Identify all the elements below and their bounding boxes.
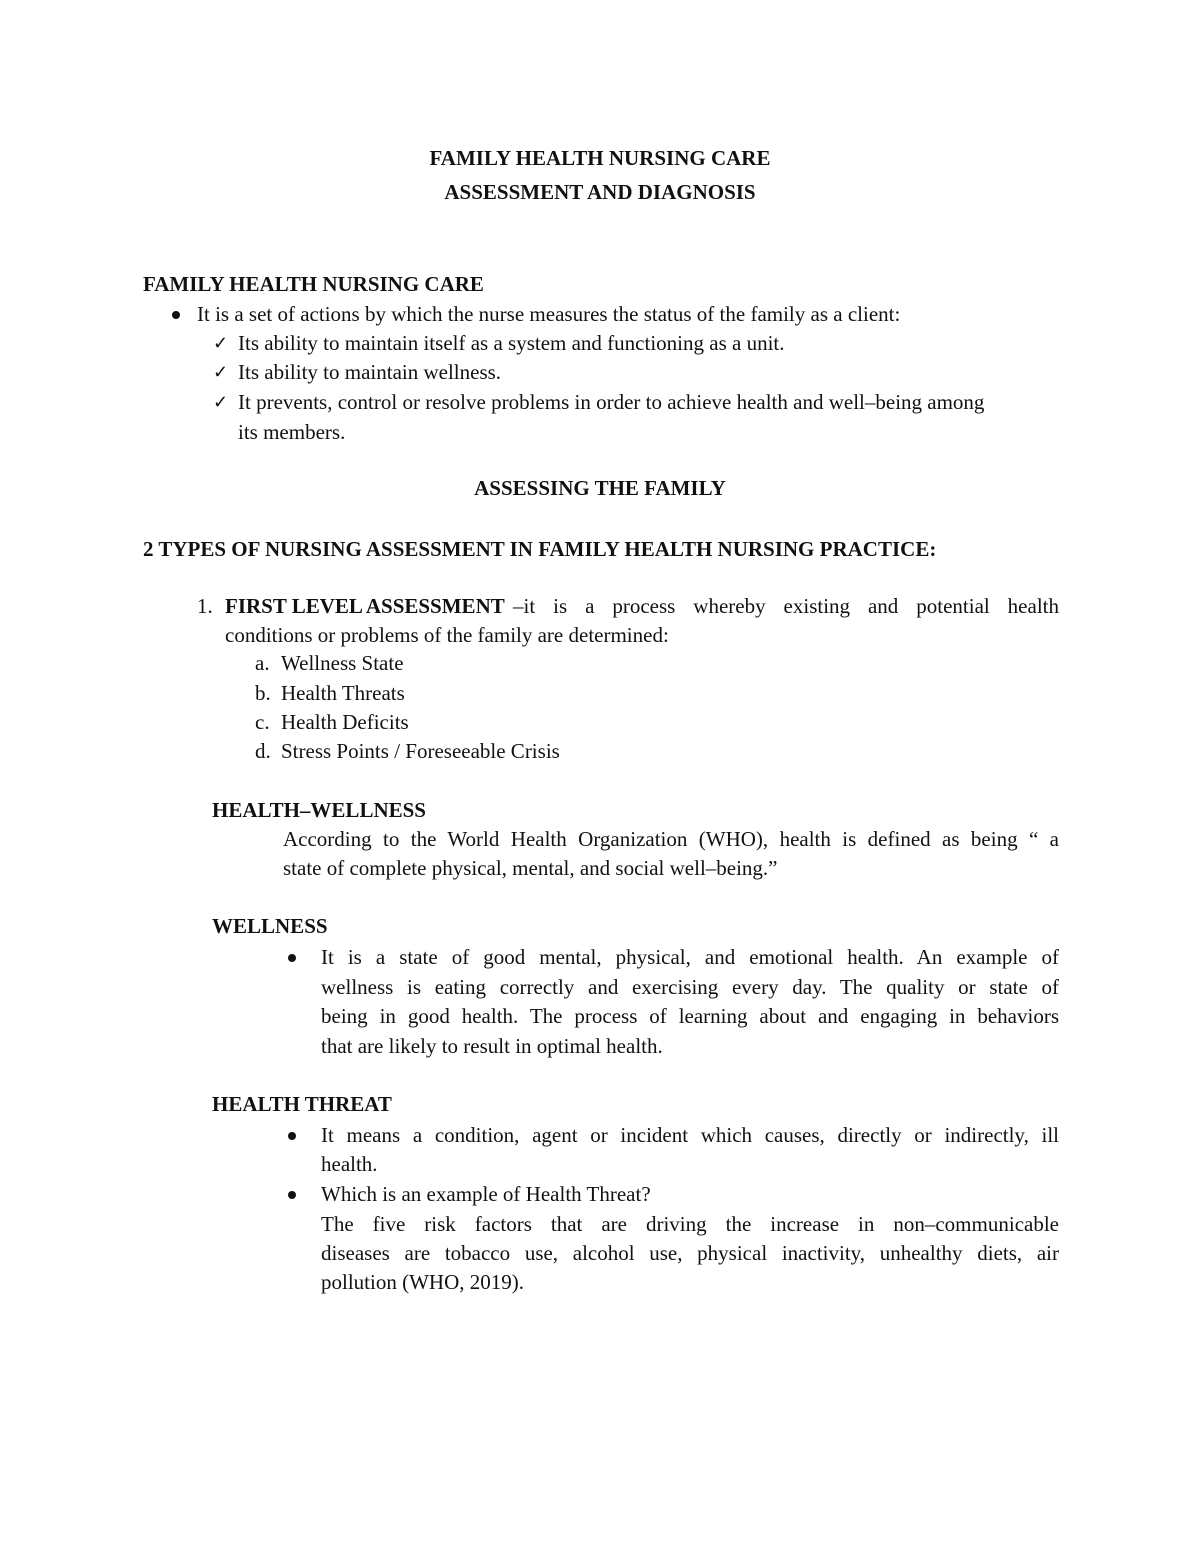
checkmark-icon: ✓ bbox=[213, 362, 229, 382]
first-level-assessment-definition-line2: conditions or problems of the family are determined: bbox=[225, 623, 669, 647]
health-threat-definition-line1: It means a condition, agent or incident which causes, directly or indirectly, ill bbox=[321, 1123, 1059, 1147]
check-item-3-continued: its members. bbox=[238, 420, 346, 444]
health-threat-question: Which is an example of Health Threat? bbox=[321, 1182, 651, 1206]
sublist-letter: a. bbox=[255, 651, 270, 675]
bullet-icon bbox=[288, 954, 296, 962]
sublist-letter: d. bbox=[255, 739, 271, 763]
document-title-line1: FAMILY HEALTH NURSING CARE bbox=[429, 146, 771, 170]
check-item-2: Its ability to maintain wellness. bbox=[238, 360, 502, 384]
sublist-item-stress-points: Stress Points / Foreseeable Crisis bbox=[281, 739, 560, 763]
health-threat-definition-line2: health. bbox=[321, 1152, 378, 1176]
checkmark-icon: ✓ bbox=[213, 333, 229, 353]
health-threat-answer-line3: pollution (WHO, 2019). bbox=[321, 1270, 524, 1294]
sublist-item-wellness-state: Wellness State bbox=[281, 651, 404, 675]
first-level-assessment-definition-line1: –it is a process whereby existing and potential health bbox=[513, 594, 1059, 618]
list-number: 1. bbox=[197, 594, 213, 618]
sublist-item-health-deficits: Health Deficits bbox=[281, 710, 409, 734]
section-heading-wellness: WELLNESS bbox=[212, 914, 328, 938]
wellness-text-line4: that are likely to result in optimal health. bbox=[321, 1034, 663, 1058]
section-heading-health-threat: HEALTH THREAT bbox=[212, 1092, 392, 1116]
checkmark-icon: ✓ bbox=[213, 392, 229, 412]
section-heading-assessment-types: 2 TYPES OF NURSING ASSESSMENT IN FAMILY HEALTH NURSING PRACTICE: bbox=[143, 537, 937, 561]
wellness-text-line3: being in good health. The process of learning about and engaging in behaviors bbox=[321, 1004, 1059, 1028]
health-threat-answer-line1: The five risk factors that are driving the increase in non–communicable bbox=[321, 1212, 1059, 1236]
sublist-item-health-threats: Health Threats bbox=[281, 681, 405, 705]
health-wellness-text-line1: According to the World Health Organization (WHO), health is defined as being “ a bbox=[283, 827, 1059, 851]
bullet-icon bbox=[288, 1132, 296, 1140]
wellness-text-line2: wellness is eating correctly and exercising every day. The quality or state of bbox=[321, 975, 1059, 999]
sublist-letter: c. bbox=[255, 710, 270, 734]
bullet-icon bbox=[288, 1191, 296, 1199]
sublist-letter: b. bbox=[255, 681, 271, 705]
check-item-3: It prevents, control or resolve problems in order to achieve health and well–being among bbox=[238, 390, 985, 414]
bullet-icon bbox=[172, 311, 180, 319]
health-wellness-text-line2: state of complete physical, mental, and social well–being.” bbox=[283, 856, 778, 880]
health-threat-answer-line2: diseases are tobacco use, alcohol use, physical inactivity, unhealthy diets, air bbox=[321, 1241, 1059, 1265]
check-item-1: Its ability to maintain itself as a system and functioning as a unit. bbox=[238, 331, 785, 355]
first-level-assessment-term: FIRST LEVEL ASSESSMENT bbox=[225, 594, 505, 618]
definition-bullet-text: It is a set of actions by which the nurse measures the status of the family as a client: bbox=[197, 302, 901, 326]
document-title-line2: ASSESSMENT AND DIAGNOSIS bbox=[444, 180, 756, 204]
section-heading-assessing-the-family: ASSESSING THE FAMILY bbox=[474, 476, 726, 500]
wellness-text-line1: It is a state of good mental, physical, and emotional health. An example of bbox=[321, 945, 1059, 969]
section-heading-health-wellness: HEALTH–WELLNESS bbox=[212, 798, 426, 822]
section-heading-family-health-nursing-care: FAMILY HEALTH NURSING CARE bbox=[143, 272, 484, 296]
